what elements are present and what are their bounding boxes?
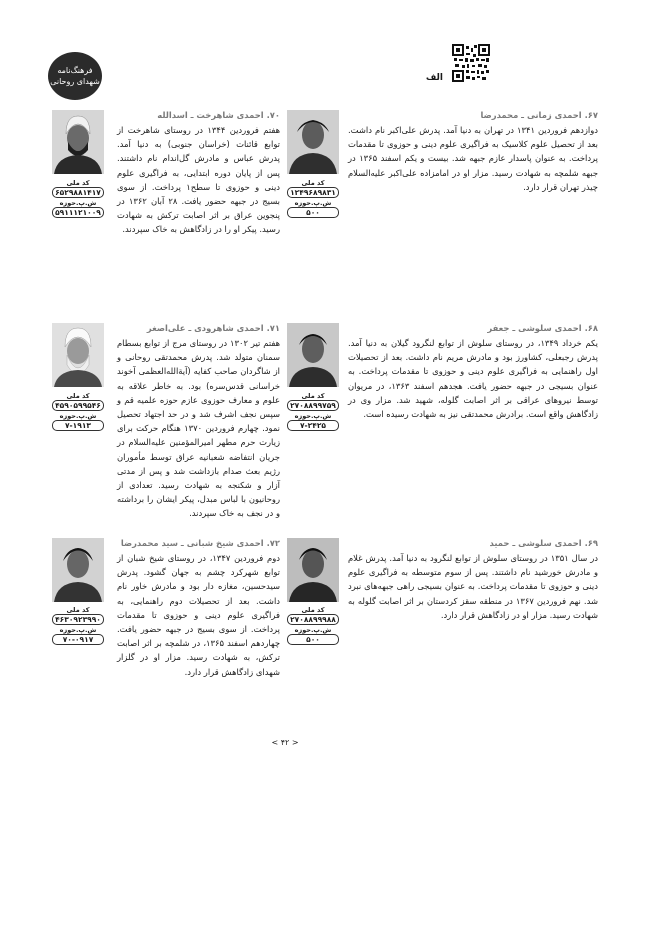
entry-68: [348, 323, 598, 421]
seminary-code-value: ۷۰-۰۹۱۷: [52, 634, 104, 645]
entry-title: ۷۲. احمدی شیخ شبانی ـ سید محمدرضا: [120, 538, 280, 548]
national-code-label: کد ملی: [66, 606, 90, 614]
id-codes-68: [286, 392, 340, 432]
national-code-label: کد ملی: [66, 392, 90, 400]
national-code-value: ۲۷۰۸۸۹۹۷۵۹: [287, 400, 339, 411]
national-code-value: ۱۲۴۹۶۸۹۸۳۱: [287, 187, 339, 198]
id-codes-72: [51, 606, 105, 646]
national-code-label: کد ملی: [301, 392, 325, 400]
id-codes-67: [286, 179, 340, 219]
entry-title: ۶۹. احمدی سلوشی ـ حمید: [489, 538, 598, 548]
seminary-code-value: ۵۰۰: [287, 207, 339, 218]
entry-body: در سال ۱۳۵۱ در روستای سلوش از توابع لنگرود به دنیا آمد. پدرش غلام و مادرش خورشید نام داشتند. پس از سوم متوسطه به فراگیری علوم دینی و حوزوی تا مقدمات پرداخت. به عنوان بسیجی راهی جبهه‌های نبرد شد. نهم فروردین ۱۳۶۷ در منطقه سقز کردستان بر اثر اصابت گلوله به شهادت رسید. مزار او در زادگاهش قرار دارد.: [348, 553, 598, 620]
national-code-value: ۴۵۹۰۵۹۹۵۴۶: [52, 400, 104, 411]
seminary-code-label: ش.پ.حوزه: [59, 412, 97, 420]
portrait-photo: [52, 323, 104, 387]
book-emblem-logo: [48, 52, 102, 100]
national-code-value: ۶۵۲۹۸۸۱۴۱۷: [52, 187, 104, 198]
national-code-label: کد ملی: [301, 606, 325, 614]
entry-body: دوازدهم فروردین ۱۳۴۱ در تهران به دنیا آمد. پدرش علی‌اکبر نام داشت. بعد از تحصیل علوم کلاسیک به فراگیری علوم دینی و حوزوی تا مقدمات پرداخت. به عنوان پاسدار عازم جبهه شد. بیست و یکم اسفند ۱۳۶۵ در جبهه شلمچه به شهادت رسید. مزار او در امامزاده علی‌اکبر علیه‌السلام چیذر تهران قرار دارد.: [348, 125, 599, 192]
national-code-value: ۲۷۰۸۸۹۹۹۸۸: [287, 614, 339, 625]
seminary-code-label: ش.پ.حوزه: [294, 626, 332, 634]
entry-body: هفتم فروردین ۱۳۴۴ در روستای شاهرخت از توابع قائنات (خراسان جنوبی) به دنیا آمد. پدرش عباس و مادرش گل‌اندام نام داشتند. پس از پایان دوره ابتدایی، به فراگیری علوم دینی و حوزوی تا سطح۱ پرداخت. از سوی بسیج در جبهه حضور یافت. ۲۸ آبان ۱۳۶۲ در پنجوین عراق بر اثر اصابت ترکش به شهادت رسید. پیکر او را در زادگاهش به خاک سپردند.: [117, 125, 281, 235]
entry-70: [117, 110, 280, 237]
national-code-value: ۴۶۳۰۹۲۳۹۹۰: [52, 614, 104, 625]
qr-code-icon[interactable]: [452, 44, 490, 82]
entry-body: هفتم تیر ۱۳۰۲ در روستای مرج از توابع بسطام سمنان متولد شد. پدرش محمدتقی روحانی و از شاگردان صاحب کفایه (آیة‌الله‌العظمی آخوند خراسانی قدس‌سره) بود. به خاطر علاقه به علوم و معارف حوزوی عازم حوزه علمیه قم و سپس نجف اشرف شد و در حد اجتهاد تحصیل نمود. چهارم فروردین ۱۳۷۰ هنگام حرکت برای زیارت حرم مطهر امیرالمؤمنین علیه‌السلام در جریان انتفاضه شعبانیه عراق توسط مأموران رژیم بعث صدام بازداشت شد و پس از مدتی آزار و شکنجه به شهادت رسید. تعدادی از روحانیون با لباس مبدل، پیکر ایشان را برداشته و در نجف به خاک سپردند.: [117, 338, 280, 519]
portrait-photo: [287, 538, 339, 602]
id-codes-69: [286, 606, 340, 646]
entry-71: [117, 323, 280, 521]
seminary-code-value: ۵۰۰: [287, 634, 339, 645]
national-code-label: کد ملی: [66, 179, 90, 187]
emblem-line-2: شهدای روحانی: [50, 77, 100, 86]
entry-title: ۷۱. احمدی شاهرودی ـ علی‌اصغر: [146, 323, 280, 333]
page-number: < ۴۲ >: [271, 738, 299, 747]
id-codes-70: [51, 179, 105, 219]
seminary-code-value: ۷-۱۹۱۳: [52, 420, 104, 431]
seminary-code-value: ۵۹۱۱۱۲۱۰۰۹: [52, 207, 104, 218]
emblem-line-1: فرهنگ‌نامه: [57, 66, 93, 75]
seminary-code-value: ۷-۲۴۲۵: [287, 420, 339, 431]
entry-title: ۷۰. احمدی شاهرخت ـ اسدالله: [157, 110, 280, 120]
portrait-photo: [52, 110, 104, 174]
portrait-photo: [52, 538, 104, 602]
seminary-code-label: ش.پ.حوزه: [59, 626, 97, 634]
seminary-code-label: ش.پ.حوزه: [59, 199, 97, 207]
entry-title: ۶۷. احمدی زمانی ـ محمدرضا: [480, 110, 598, 120]
national-code-label: کد ملی: [301, 179, 325, 187]
entry-body: یکم خرداد ۱۳۴۹، در روستای سلوش از توابع لنگرود گیلان به دنیا آمد. پدرش رجبعلی، کشاورز بود و مادرش مریم نام داشت. بعد از تحصیلات اول راهنمایی به فراگیری علوم دینی و حوزوی تا مقدمات پرداخت. به عنوان بسیجی در جبهه حضور یافت. هجدهم اسفند ۱۳۶۳، در مریوان توسط نیروهای عراقی بر اثر اصابت گلوله، شهید شد. مزار وی در زادگاهش واقع است. برادرش محمدتقی نیز به شهادت رسیده است.: [348, 338, 598, 420]
id-codes-71: [51, 392, 105, 432]
portrait-photo: [287, 110, 339, 174]
section-letter: الف: [425, 73, 443, 83]
entry-67: [348, 110, 598, 194]
entry-title: ۶۸. احمدی سلوشی ـ جعفر: [487, 323, 598, 333]
portrait-photo: [287, 323, 339, 387]
entry-72: [117, 538, 280, 679]
seminary-code-label: ش.پ.حوزه: [294, 199, 332, 207]
entry-body: دوم فروردین ۱۳۴۷، در روستای شیخ شبان از توابع شهرکرد چشم به جهان گشود. پدرش سیدحسین، مغازه دار بود و مادرش خاور نام داشت. بعد از تحصیلات دوم راهنمایی، به فراگیری علوم دینی و حوزوی تا مقدمات پرداخت. از سوی بسیج در جبهه حضور یافت. چهاردهم اسفند ۱۳۶۵، در شلمچه بر اثر اصابت ترکش، به شهادت رسید. مزار او در گلزار شهدای زادگاهش قرار دارد.: [117, 553, 281, 677]
seminary-code-label: ش.پ.حوزه: [294, 412, 332, 420]
entry-69: [348, 538, 598, 622]
